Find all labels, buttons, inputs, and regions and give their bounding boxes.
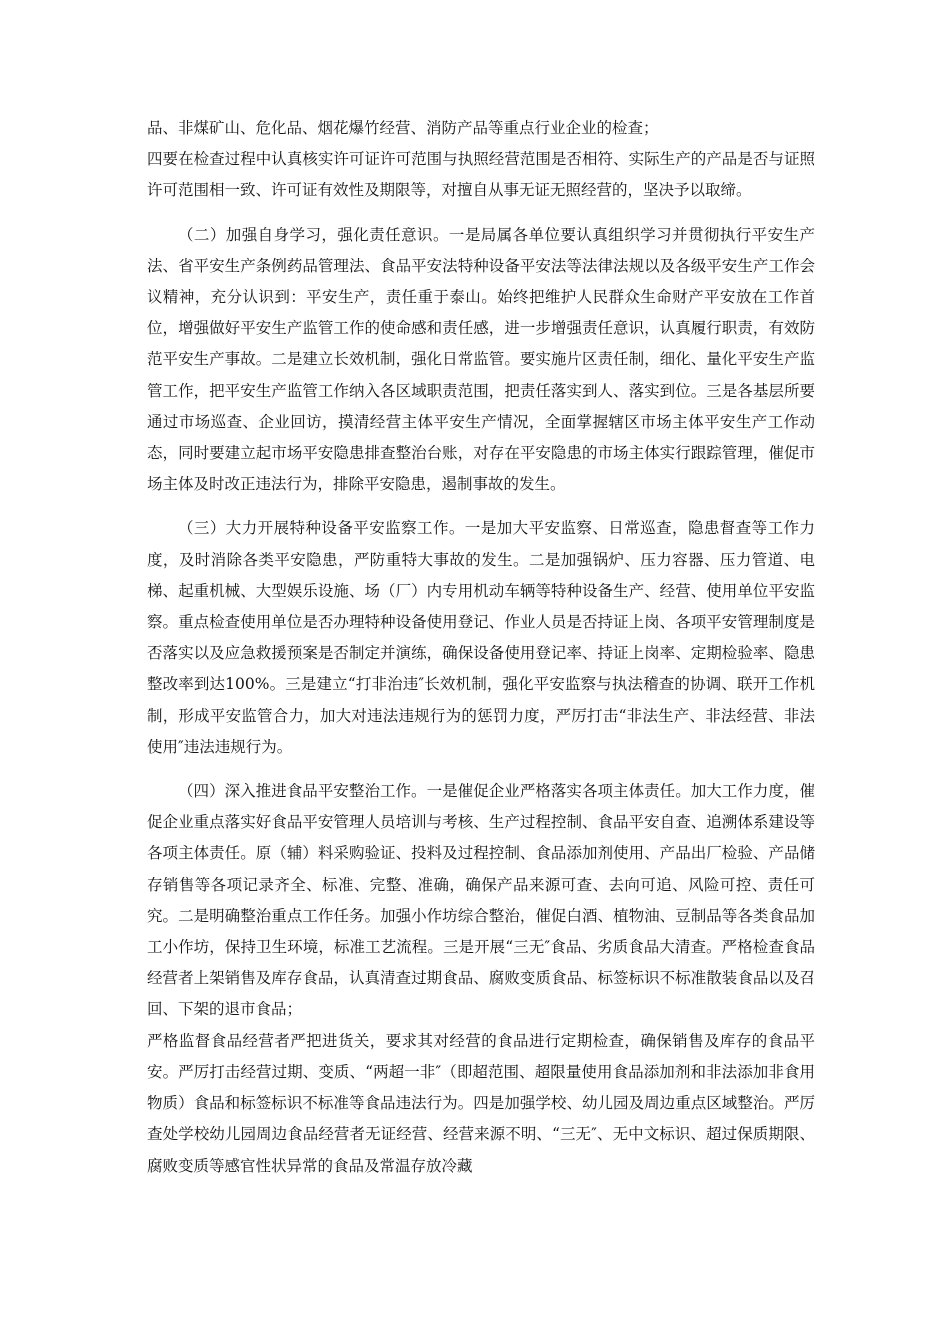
text-line-continuation: 品、非煤矿山、危化品、烟花爆竹经营、消防产品等重点行业企业的检查； (147, 119, 659, 137)
text-block-continuation: 严格监督食品经营者严把进货关，要求其对经营的食品进行定期检查，确保销售及库存的食品平安。严厉打击经营过期、变质、“两超一非″（即超范围、超限量使用食品添加剂和非法添加非食用物质）食品和标签标识不标准等食品违法行为。四是加强学校、幼儿园及周边重点区域整治。严厉查处学校幼儿园周边食品经营者无证经营、经营来源不明、“三无″、无中文标识、超过保质期限、腐败变质等感官性状异常的食品及常温存放冷藏 (147, 1031, 815, 1175)
text-block-item-four: 四要在检查过程中认真核实许可证许可范围与执照经营范围是否相符、实际生产的产品是否与证照许可范围相一致、许可证有效性及期限等，对擅自从事无证无照经营的，坚决予以取缔。 (147, 150, 815, 200)
paragraph-section-two: （二）加强自身学习，强化责任意识。一是局属各单位要认真组织学习并贯彻执行平安生产法、省平安生产条例药品管理法、食品平安法特种设备平安法等法律法规以及各级平安生产工作会议精神，充分认识到：平安生产，责任重于泰山。始终把维护人民群众生命财产平安放在工作首位，增强做好平安生产监管工作的使命感和责任感，进一步增强责任意识，认真履行职责，有效防范平安生产事故。二是建立长效机制，强化日常监管。要实施片区责任制，细化、量化平安生产监管工作，把平安生产监管工作纳入各区域职责范围，把责任落实到人、落实到位。三是各基层所要通过市场巡查、企业回访，摸清经营主体平安生产情况，全面掌握辖区市场主体平安生产工作动态，同时要建立起市场平安隐患排查整治台账，对存在平安隐患的市场主体实行跟踪管理，催促市场主体及时改正违法行为，排除平安隐患，遏制事故的发生。 (147, 225, 815, 494)
paragraph-section-three: （三）大力开展特种设备平安监察工作。一是加大平安监察、日常巡查，隐患督查等工作力度，及时消除各类平安隐患，严防重特大事故的发生。二是加强锅炉、压力容器、压力管道、电梯、起重机械、大型娱乐设施、场（厂）内专用机动车辆等特种设备生产、经营、使用单位平安监察。重点检查使用单位是否办理特种设备使用登记、作业人员是否持证上岗、各项平安管理制度是否落实以及应急救援预案是否制定并演练，确保设备使用登记率、持证上岗率、定期检验率、隐患整改率到达100%。三是建立“打非治违″长效机制，强化平安监察与执法稽查的协调、联开工作机制，形成平安监管合力，加大对违法违规行为的惩罚力度，严厉打击“非法生产、非法经营、非法使用″违法违规行为。 (147, 519, 815, 756)
paragraph-section-four: （四）深入推进食品平安整治工作。一是催促企业严格落实各项主体责任。加大工作力度，催促企业重点落实好食品平安管理人员培训与考核、生产过程控制、食品平安自查、追溯体系建设等各项主体责任。原（辅）料采购验证、投料及过程控制、食品添加剂使用、产品出厂检验、产品储存销售等各项记录齐全、标准、完整、准确，确保产品来源可查、去向可追、风险可控、责任可究。二是明确整治重点工作任务。加强小作坊综合整治，催促白酒、植物油、豆制品等各类食品加工小作坊，保持卫生环境，标准工艺流程。三是开展“三无″食品、劣质食品大清查。严格检查食品经营者上架销售及库存食品，认真清查过期食品、腐败变质食品、标签标识不标准散装食品以及召回、下架的退市食品； (147, 782, 815, 1019)
document-page (147, 113, 815, 1182)
